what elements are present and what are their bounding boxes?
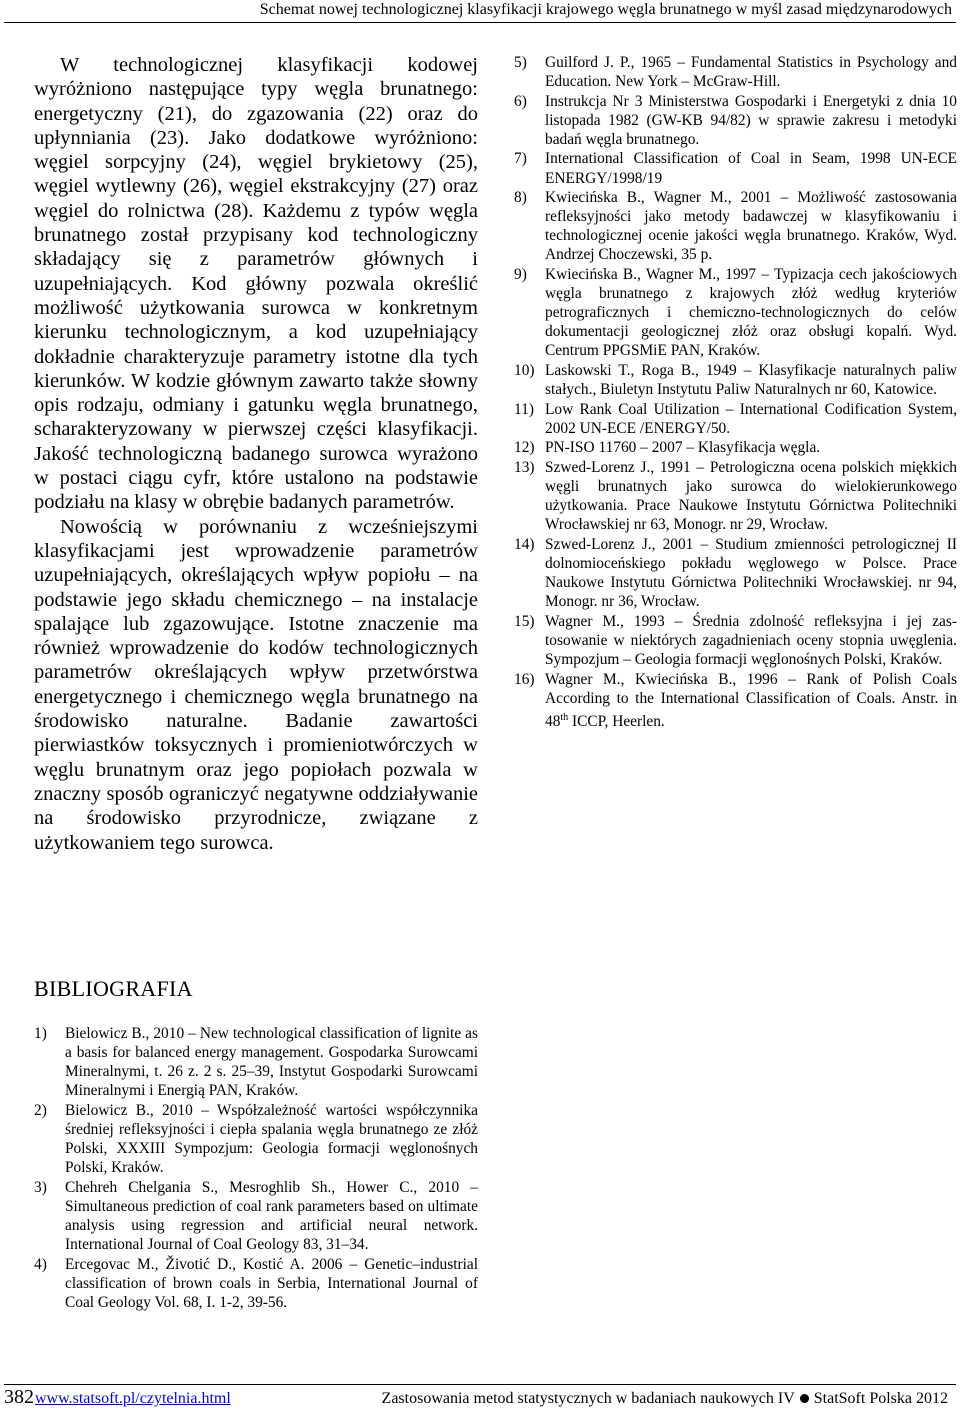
reference-number: 8) [514,189,527,207]
reference-number: 11) [514,400,534,418]
reference-item [514,438,957,457]
reference-text: Kwiecińska B., Wagner M., 1997 – Typizacja cech jakościowych węgla brunatnego z krajowych złóż według kryteriów petrograficznych i chemiczno-technologicznych do celów dokumentacji geologicznej złóż oraz obsługi kopalń. Wyd. Centrum PPGSMiE PAN, Kraków. [545,266,957,360]
running-header: Schemat nowej technologicznej klasyfikacji krajowego węgla brunatnego w myśl zasad międzynarodowych [259,1,952,18]
reference-list-right [514,53,957,731]
reference-number: 7) [514,150,527,168]
reference-text: PN-ISO 11760 – 2007 – Klasyfikacja węgla. [545,439,821,457]
reference-number: 5) [514,54,527,71]
reference-text: Wagner M., Kwiecińska B., 1996 – Rank of Polish Coals According to the International Classification of Coals. Anstr. in 48th ICCP, Heerlen. [545,670,957,730]
bibliography-heading: BIBLIOGRAFIA [34,976,193,1001]
bullet-dot-icon [800,1394,809,1403]
reference-item [34,1255,478,1312]
page-footer [0,1386,960,1412]
reference-item [514,188,957,264]
reference-text: Wagner M., 1993 – Średnia zdolność refleksyjna i jej zastosowanie w niektórych zagadnieniach oceny stopnia uwęglenia. Sympozjum – Geologia formacji węglonośnych Polski, Kraków. [545,612,957,668]
footer-citation [382,1390,948,1408]
reference-text: Chehreh Chelgania S., Mesroghlib Sh., Hower C., 2010 – Simultaneous prediction of coal rank parameters based on ultimate analysis using regression and artificial neural network. International Journal of Coal Geology 83, 31–34. [65,1178,478,1254]
reference-number: 9) [514,266,527,284]
reference-number: 1) [34,1025,47,1042]
reference-item [514,612,957,669]
reference-text: Kwiecińska B., Wagner M., 2001 – Możliwość zastosowania refleksyjności jako metody badawczej w klasyfikowaniu i technologicznej ocenie jakości węgla brunatnego. Kraków, Wyd. Andrzej Choczewski, 35 p. [545,189,957,264]
reference-item [514,400,957,438]
reference-item [514,458,957,534]
footer-link[interactable]: www.statsoft.pl/czytelnia.html [35,1390,231,1407]
body-text [34,53,478,855]
reference-item [514,670,957,731]
reference-text: International Classification of Coal in Seam, 1998 UN-ECE ENERGY/1998/19 [545,150,957,187]
reference-number: 10) [514,362,535,379]
reference-number: 3) [34,1178,47,1196]
reference-item [34,1178,478,1254]
reference-number: 12) [514,439,535,457]
reference-text: Bielowicz B., 2010 – Współzależność wartości współczynnika średniej refleksyjności i ciepła spalania węgla brunatnego ze złóż Polski, XXXIII Sympozjum: Geologia formacji węglonośnych Polski, Kraków. [65,1101,478,1177]
reference-text: Ercegovac M., Životić D., Kostić A. 2006 – Genetic–industrial classification of brown coals in Serbia, International Journal of Coal Geology Vol. 68, I. 1-2, 39-56. [65,1255,478,1311]
reference-number: 2) [34,1101,47,1119]
reference-number: 15) [514,612,535,630]
publisher: StatSoft Polska 2012 [813,1390,948,1407]
reference-item [514,361,957,399]
reference-text: Laskowski T., Roga B., 1949 – Klasyfikacje naturalnych paliw stałych., Biuletyn Instytutu Paliw Naturalnych nr 60, Katowice. [545,362,957,399]
reference-text: Bielowicz B., 2010 – New technological classification of lignite as a basis for balanced energy management. Gospodarka Surowcami Mineralnymi, t. 26 z. 2 s. 25–39, Instytut Gospodarki Surowcami Mineralnymi i Energią PAN, Kraków. [65,1025,478,1100]
reference-item [514,265,957,360]
paragraph-1: W technologicznej klasyfikacji kodowej wyróżniono następujące typy węgla brunatnego: energetyczny (21), do zgazowania (22) oraz do upłynniania (23). Jako dodatkowe wyróżniono: węgiel sorpcyjny (24), węgiel brykietowy (25), węgiel wytlewny (26), węgiel ekstrakcyjny (27) oraz węgiel do rolnictwa (28). Każdemu z typów węgla brunatnego został przypisany kod technologiczny składający się z parametrów głównych i uzupełniających. Kod główny pozwala określić możliwość użytkowania surowca w konkretnym kierunku technologicznym, a kod uzupełniający dokładnie charakteryzuje parametry istotne dla tych kierunków. W kodzie głównym zawarto także słowny opis rodzaju, odmiany i gatunku węgla brunatnego, scharakteryzowany w pierwszej części klasyfikacji. Jakość technologiczną badanego surowca wyrażono w postaci ciągu cyfr, które ustalono na podstawie podziału na klasy w obrębie badanych parametrów. [34,54,478,514]
reference-item [34,1024,478,1100]
reference-item [514,535,957,611]
page-number: 382 [4,1386,34,1408]
reference-number: 13) [514,458,535,476]
reference-text: Szwed-Lorenz J., 1991 – Petrologiczna ocena polskich miękkich węgli brunatnych jako surowca do wielokierunkowego użytkowania. Prace Naukowe Instytutu Górnictwa Politechniki Wrocławskiej nr 63, Monogr. nr 29, Wrocław. [545,458,957,534]
book-title: Zastosowania metod statystycznych w badaniach naukowych IV [381,1390,795,1407]
reference-text: Szwed-Lorenz J., 2001 – Studium zmienności petrologicznej II dolnomioceńskiego pokładu węglowego w Polsce. Prace Naukowe Instytutu Górnictwa Politechniki Wrocławskiej. nr 94, Monogr. nr 36, Wrocław. [545,535,957,611]
reference-text: Guilford J. P., 1965 – Fundamental Statistics in Psychology and Education. New York – McGraw-Hill. [545,54,957,91]
header-rule [4,22,956,23]
reference-number: 16) [514,670,535,688]
reference-number: 6) [514,92,527,110]
reference-item [34,1101,478,1177]
reference-text: Instrukcja Nr 3 Ministerstwa Gospodarki i Energetyki z dnia 10 listopada 1982 (GW-KB 94/82) w sprawie zakresu i metodyki badań węgla brunatnego. [545,92,957,148]
reference-item [514,53,957,91]
reference-number: 4) [34,1255,47,1273]
paragraph-2: Nowością w porównaniu z wcześniejszymi klasyfikacjami jest wprowadzenie parametrów uzupełniających, określających wpływ popiołu – na podstawie jego składu chemicznego – na instalacje spalające lub zgazowujące. Istotne znaczenie ma również wprowadzenie do kodów technologicznych parametrów określających wpływ przetwórstwa energetycznego i chemicznego węgla brunatnego na środowisko naturalne. Badanie zawartości pierwiastków toksycznych i promieniotwórczych w węglu brunatnym oraz jego popiołach pozwala w znaczny sposób ograniczyć negatywne oddziaływanie na środowisko przyrodnicze, związane z użytkowaniem tego surowca. [34,515,478,854]
reference-number: 14) [514,535,535,553]
footer-rule [4,1384,956,1385]
reference-text: Low Rank Coal Utilization – International Codification System, 2002 UN-ECE /ENERGY/50. [545,400,957,437]
reference-item [514,149,957,187]
reference-item [514,92,957,149]
reference-list-left [34,1024,478,1312]
